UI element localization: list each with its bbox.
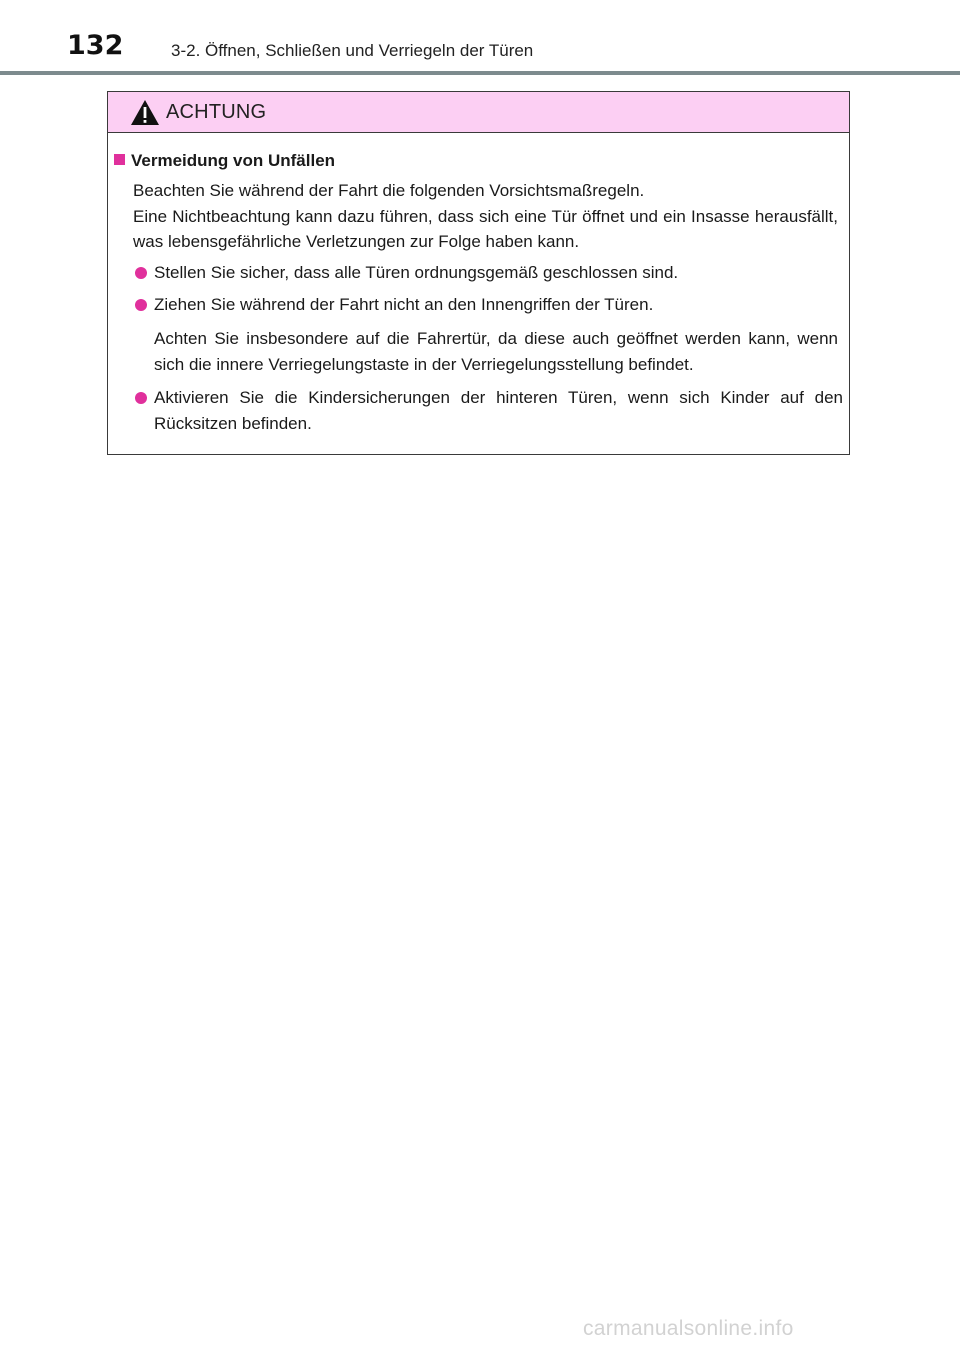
list-item — [133, 385, 843, 436]
circle-bullet-icon — [135, 267, 147, 279]
intro-text: Beachten Sie während der Fahrt die folgenden Vorsichtsmaßregeln. — [133, 181, 645, 200]
section-title: 3-2. Öffnen, Schließen und Verriegeln der Türen — [171, 41, 534, 60]
consequence-text: Eine Nichtbeachtung kann dazu führen, dass sich eine Tür öffnet und ein Insasse herausfällt, was lebensgefährliche Verletzungen zur Folge haben kann. — [133, 206, 838, 251]
warning-header — [108, 92, 849, 133]
warning-intro — [133, 178, 838, 255]
page-header — [0, 0, 960, 78]
list-item — [133, 292, 843, 318]
warning-triangle-icon — [130, 99, 160, 126]
warning-box — [107, 91, 850, 455]
circle-bullet-icon — [135, 299, 147, 311]
page-number: 132 — [67, 30, 124, 61]
header-rule — [0, 71, 960, 75]
list-item — [133, 260, 843, 286]
warning-subheading — [114, 150, 335, 172]
list-item-text: Aktivieren Sie die Kindersicherungen der hinteren Türen, wenn sich Kinder auf den Rücksitzen befinden. — [154, 388, 843, 433]
square-bullet-icon — [114, 154, 125, 165]
list-item-text: Stellen Sie sicher, dass alle Türen ordnungsgemäß geschlossen sind. — [154, 263, 679, 282]
list-item-note: Achten Sie insbesondere auf die Fahrertür, da diese auch geöffnet werden kann, wenn sich die innere Verriegelungstaste in der Verriegelungsstellung befindet. — [154, 329, 838, 374]
watermark: carmanualsonline.info — [583, 1317, 794, 1340]
circle-bullet-icon — [135, 392, 147, 404]
subheading-text: Vermeidung von Unfällen — [131, 151, 336, 170]
warning-title: ACHTUNG — [166, 101, 267, 123]
list-item-text: Ziehen Sie während der Fahrt nicht an den Innengriffen der Türen. — [154, 295, 654, 314]
